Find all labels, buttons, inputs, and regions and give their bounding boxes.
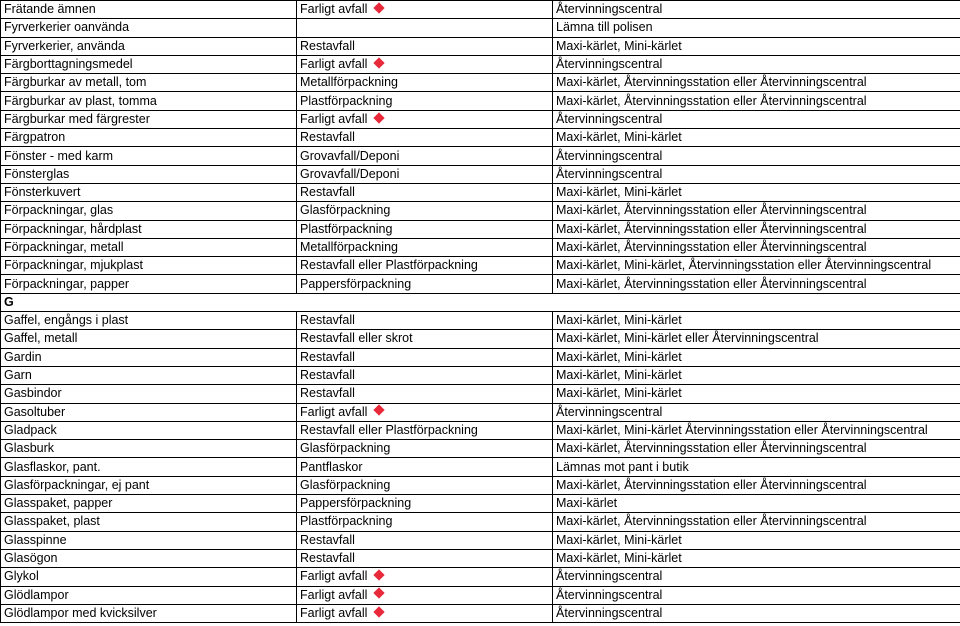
item-name-cell: Färgburkar av metall, tom — [1, 74, 297, 92]
drop-off-location-cell: Lämnas mot pant i butik — [553, 458, 960, 476]
sorting-table-body — [1, 1, 960, 623]
drop-off-location-cell: Återvinningscentral — [553, 403, 960, 421]
drop-off-location-cell: Maxi-kärlet, Återvinningsstation eller Återvinningscentral — [553, 220, 960, 238]
drop-off-location-cell: Maxi-kärlet, Mini-kärlet Återvinningsstation eller Återvinningscentral — [553, 421, 960, 439]
item-name-cell: Fönster - med karm — [1, 147, 297, 165]
item-name-cell: Glödlampor med kvicksilver — [1, 604, 297, 622]
waste-category-text: Metallförpackning — [300, 240, 398, 254]
item-name-cell: Gaffel, engångs i plast — [1, 312, 297, 330]
item-name-cell: Glasögon — [1, 549, 297, 567]
waste-category-text: Restavfall — [300, 551, 355, 566]
waste-category-cell — [297, 257, 553, 275]
waste-category-text: Pantflaskor — [300, 459, 363, 474]
table-row — [1, 531, 960, 549]
waste-category-text: Restavfall — [300, 532, 355, 547]
table-row — [1, 586, 960, 604]
table-row — [1, 549, 960, 567]
item-name-cell: Färgpatron — [1, 129, 297, 147]
drop-off-location-cell: Maxi-kärlet, Mini-kärlet eller Återvinningscentral — [553, 330, 960, 348]
drop-off-location-cell: Återvinningscentral — [553, 110, 960, 128]
drop-off-location-cell: Maxi-kärlet, Mini-kärlet — [553, 549, 960, 567]
drop-off-location-cell: Återvinningscentral — [553, 55, 960, 73]
item-name-cell: Fyrverkerier, använda — [1, 37, 297, 55]
waste-category-text: Plastförpackning — [300, 514, 393, 529]
table-row — [1, 568, 960, 586]
waste-category-text: Restavfall — [300, 313, 355, 328]
table-row — [1, 440, 960, 458]
table-row — [1, 421, 960, 439]
waste-category-cell — [297, 55, 553, 73]
drop-off-location-cell: Maxi-kärlet — [553, 495, 960, 513]
hazard-diamond-icon — [374, 2, 385, 13]
item-name-cell: Gardin — [1, 348, 297, 366]
waste-category-text: Pappersförpackning — [300, 496, 412, 511]
waste-category-text: Restavfall — [300, 38, 355, 53]
drop-off-location-cell: Maxi-kärlet, Återvinningsstation eller Återvinningscentral — [553, 238, 960, 256]
drop-off-location-cell: Maxi-kärlet, Mini-kärlet — [553, 531, 960, 549]
table-row — [1, 74, 960, 92]
table-row — [1, 220, 960, 238]
item-name-cell: Glasspaket, plast — [1, 513, 297, 531]
drop-off-location-cell: Maxi-kärlet, Återvinningsstation eller Återvinningscentral — [553, 476, 960, 494]
item-name-cell: Förpackningar, mjukplast — [1, 257, 297, 275]
waste-category-cell — [297, 330, 553, 348]
table-row — [1, 37, 960, 55]
table-row — [1, 110, 960, 128]
section-header-row — [1, 293, 960, 311]
table-row — [1, 147, 960, 165]
waste-category-cell — [297, 238, 553, 256]
waste-category-cell — [297, 568, 553, 586]
item-name-cell: Fönsterkuvert — [1, 183, 297, 201]
waste-category-cell — [297, 513, 553, 531]
waste-category-cell — [297, 421, 553, 439]
waste-category-cell — [297, 495, 553, 513]
waste-category-text: Farligt avfall — [300, 404, 368, 419]
item-name-cell: Glykol — [1, 568, 297, 586]
waste-category-cell — [297, 440, 553, 458]
waste-category-cell — [297, 385, 553, 403]
table-row — [1, 129, 960, 147]
waste-category-cell — [297, 110, 553, 128]
item-name-cell: Glasspinne — [1, 531, 297, 549]
table-row — [1, 55, 960, 73]
table-row — [1, 257, 960, 275]
waste-category-text: Metallförpackning — [300, 75, 398, 90]
drop-off-location-cell: Maxi-kärlet, Återvinningsstation eller Återvinningscentral — [553, 440, 960, 458]
table-row — [1, 403, 960, 421]
waste-category-cell — [297, 220, 553, 238]
table-row — [1, 312, 960, 330]
section-letter: G — [1, 293, 960, 311]
item-name-cell: Gaffel, metall — [1, 330, 297, 348]
item-name-cell: Förpackningar, hårdplast — [1, 220, 297, 238]
item-name-cell: Förpackningar, metall — [1, 238, 297, 256]
waste-category-text: Glasförpackning — [300, 441, 391, 456]
item-name-cell: Gladpack — [1, 421, 297, 439]
waste-category-cell — [297, 165, 553, 183]
table-row — [1, 348, 960, 366]
drop-off-location-cell: Återvinningscentral — [553, 586, 960, 604]
drop-off-location-cell: Återvinningscentral — [553, 165, 960, 183]
hazard-diamond-icon — [374, 588, 385, 599]
waste-category-text: Restavfall — [300, 349, 355, 364]
item-name-cell: Färgborttagningsmedel — [1, 55, 297, 73]
drop-off-location-cell: Maxi-kärlet, Mini-kärlet — [553, 385, 960, 403]
table-row — [1, 495, 960, 513]
waste-category-cell — [297, 19, 553, 37]
waste-category-text: Restavfall — [300, 185, 355, 200]
hazard-diamond-icon — [374, 606, 385, 617]
table-row — [1, 385, 960, 403]
drop-off-location-cell: Återvinningscentral — [553, 1, 960, 19]
waste-category-cell — [297, 403, 553, 421]
waste-category-text: Farligt avfall — [300, 2, 368, 17]
waste-category-cell — [297, 129, 553, 147]
drop-off-location-cell: Maxi-kärlet, Mini-kärlet — [553, 312, 960, 330]
waste-category-text: Farligt avfall — [300, 111, 368, 126]
table-row — [1, 238, 960, 256]
table-row — [1, 19, 960, 37]
waste-category-cell — [297, 202, 553, 220]
table-row — [1, 604, 960, 622]
waste-category-cell — [297, 37, 553, 55]
waste-category-cell — [297, 586, 553, 604]
table-row — [1, 458, 960, 476]
waste-category-cell — [297, 1, 553, 19]
waste-category-text: Restavfall eller Plastförpackning — [300, 422, 478, 437]
waste-category-cell — [297, 458, 553, 476]
waste-category-text: Farligt avfall — [300, 605, 368, 620]
table-row — [1, 1, 960, 19]
drop-off-location-cell: Maxi-kärlet, Mini-kärlet — [553, 37, 960, 55]
drop-off-location-cell: Maxi-kärlet, Återvinningsstation eller Återvinningscentral — [553, 74, 960, 92]
waste-category-cell — [297, 604, 553, 622]
item-name-cell: Gasoltuber — [1, 403, 297, 421]
drop-off-location-cell: Återvinningscentral — [553, 604, 960, 622]
waste-category-text: Restavfall — [300, 130, 355, 145]
item-name-cell: Gasbindor — [1, 385, 297, 403]
waste-category-text: Farligt avfall — [300, 57, 368, 72]
waste-category-text: Glasförpackning — [300, 477, 391, 492]
waste-category-text: Restavfall eller skrot — [300, 331, 413, 346]
waste-category-cell — [297, 366, 553, 384]
hazard-diamond-icon — [374, 112, 385, 123]
item-name-cell: Färgburkar med färgrester — [1, 110, 297, 128]
drop-off-location-cell: Maxi-kärlet, Återvinningsstation eller Återvinningscentral — [553, 202, 960, 220]
table-row — [1, 202, 960, 220]
waste-category-text: Farligt avfall — [300, 587, 368, 602]
table-row — [1, 183, 960, 201]
table-row — [1, 513, 960, 531]
item-name-cell: Färgburkar av plast, tomma — [1, 92, 297, 110]
drop-off-location-cell: Maxi-kärlet, Mini-kärlet — [553, 129, 960, 147]
waste-category-cell — [297, 92, 553, 110]
item-name-cell: Fyrverkerier oanvända — [1, 19, 297, 37]
waste-category-cell — [297, 476, 553, 494]
item-name-cell: Garn — [1, 366, 297, 384]
waste-category-cell — [297, 549, 553, 567]
drop-off-location-cell: Maxi-kärlet, Mini-kärlet — [553, 348, 960, 366]
item-name-cell: Frätande ämnen — [1, 1, 297, 19]
hazard-diamond-icon — [374, 57, 385, 68]
drop-off-location-cell: Maxi-kärlet, Mini-kärlet — [553, 366, 960, 384]
item-name-cell: Glasspaket, papper — [1, 495, 297, 513]
item-name-cell: Glasflaskor, pant. — [1, 458, 297, 476]
item-name-cell: Fönsterglas — [1, 165, 297, 183]
waste-category-text: Restavfall — [300, 368, 355, 383]
drop-off-location-cell: Maxi-kärlet, Mini-kärlet, Återvinningsstation eller Återvinningscentral — [553, 257, 960, 275]
drop-off-location-cell: Lämna till polisen — [553, 19, 960, 37]
item-name-cell: Förpackningar, glas — [1, 202, 297, 220]
waste-category-cell — [297, 348, 553, 366]
item-name-cell: Glasburk — [1, 440, 297, 458]
waste-category-text: Restavfall — [300, 386, 355, 401]
drop-off-location-cell: Maxi-kärlet, Mini-kärlet — [553, 183, 960, 201]
item-name-cell: Förpackningar, papper — [1, 275, 297, 293]
table-row — [1, 165, 960, 183]
item-name-cell: Glödlampor — [1, 586, 297, 604]
hazard-diamond-icon — [374, 569, 385, 580]
drop-off-location-cell: Maxi-kärlet, Återvinningsstation eller Återvinningscentral — [553, 513, 960, 531]
waste-category-cell — [297, 183, 553, 201]
waste-category-text: Pappersförpackning — [300, 276, 412, 291]
waste-category-text: Glasförpackning — [300, 203, 391, 218]
waste-category-text: Restavfall eller Plastförpackning — [300, 258, 478, 273]
waste-category-text: Grovavfall/Deponi — [300, 148, 400, 163]
waste-category-text: Grovavfall/Deponi — [300, 166, 400, 181]
waste-category-cell — [297, 531, 553, 549]
waste-category-text: Farligt avfall — [300, 569, 368, 584]
drop-off-location-cell: Återvinningscentral — [553, 147, 960, 165]
waste-category-cell — [297, 147, 553, 165]
drop-off-location-cell: Maxi-kärlet, Återvinningsstation eller Återvinningscentral — [553, 92, 960, 110]
waste-category-text: Plastförpackning — [300, 221, 393, 236]
waste-category-text: Plastförpackning — [300, 93, 393, 108]
waste-category-cell — [297, 275, 553, 293]
hazard-diamond-icon — [374, 405, 385, 416]
drop-off-location-cell: Maxi-kärlet, Återvinningsstation eller Återvinningscentral — [553, 275, 960, 293]
table-row — [1, 476, 960, 494]
waste-category-cell — [297, 312, 553, 330]
table-row — [1, 330, 960, 348]
table-row — [1, 275, 960, 293]
drop-off-location-cell: Återvinningscentral — [553, 568, 960, 586]
item-name-cell: Glasförpackningar, ej pant — [1, 476, 297, 494]
waste-category-cell — [297, 74, 553, 92]
table-row — [1, 366, 960, 384]
table-row — [1, 92, 960, 110]
